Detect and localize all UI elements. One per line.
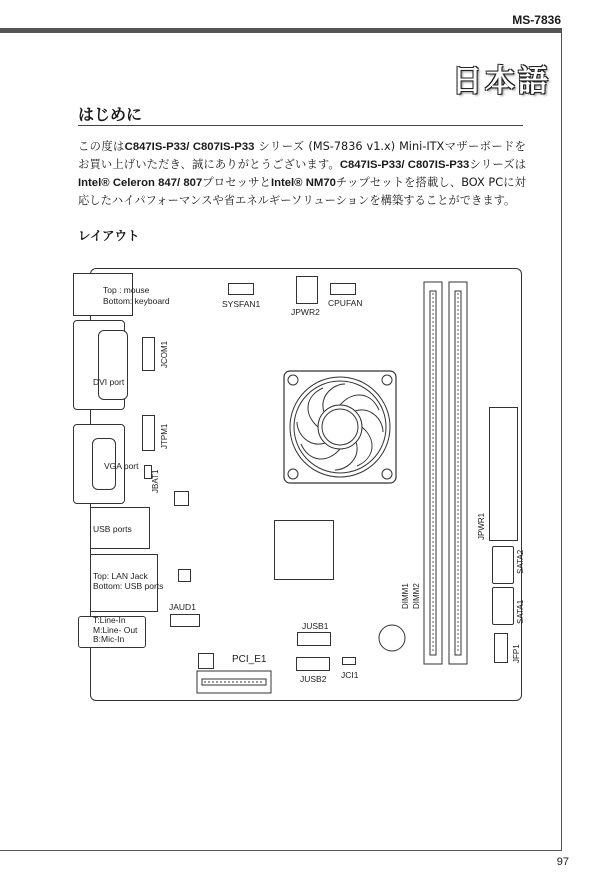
footer-rule: [0, 850, 562, 851]
jfp1-label: JFP1: [512, 644, 521, 663]
jbat1-label: JBAT1: [151, 469, 160, 493]
cmos-battery-icon: [377, 623, 407, 653]
intro-model-1: C847IS-P33/ C807IS-P33: [124, 141, 255, 153]
page-number: 97: [556, 856, 569, 868]
sata2-connector-icon: [492, 546, 514, 584]
intro-model-2: C847IS-P33/ C807IS-P33: [339, 159, 470, 171]
dimm1-label: DIMM1: [401, 583, 410, 609]
dvi-port-label: DVI port: [93, 377, 125, 387]
jcom1-label: JCOM1: [160, 340, 169, 368]
heading-underline: [78, 125, 523, 126]
dvi-connector-icon: [98, 330, 128, 400]
mouse-keyboard-label: Top : mouse Bottom: keyboard: [103, 285, 170, 306]
usb-ports-label: USB ports: [93, 524, 132, 534]
jaud1-header-icon: [170, 614, 200, 627]
jpwr2-label: JPWR2: [291, 307, 320, 317]
layout-heading: レイアウト: [78, 228, 140, 243]
jcom1-header-icon: [142, 337, 155, 371]
dimm-slots-icon: [423, 281, 471, 665]
sata1-connector-icon: [492, 587, 514, 625]
lan-usb-label: Top: LAN Jack Bottom: USB ports: [93, 571, 164, 591]
jtpm1-label: JTPM1: [160, 423, 169, 449]
audio-jack-label: T:Line-In M:Line- Out B:Mic-In: [93, 615, 138, 644]
cpufan-label: CPUFAN: [328, 298, 363, 308]
intro-paragraph: [78, 138, 526, 209]
small-chip-icon: [178, 569, 191, 582]
jusb2-header-icon: [296, 657, 330, 671]
intro-text-1: この度は: [78, 140, 125, 153]
chipset-icon: [274, 520, 334, 580]
small-chip-icon: [198, 653, 214, 669]
jpwr1-label: JPWR1: [477, 512, 486, 540]
jpwr1-connector-icon: [489, 407, 518, 541]
pci-e1-label: PCI_E1: [232, 654, 267, 665]
jpwr2-connector-icon: [296, 276, 318, 304]
model-number: MS-7836: [512, 13, 561, 27]
cpufan-header-icon: [330, 283, 356, 295]
dimm2-label: DIMM2: [412, 583, 421, 609]
jtpm1-header-icon: [142, 415, 155, 451]
language-title: 日本語: [452, 64, 551, 99]
pcie-slot-icon: [196, 670, 272, 694]
header-rule: [0, 28, 561, 33]
sysfan1-header-icon: [228, 283, 254, 295]
sysfan1-label: SYSFAN1: [222, 299, 261, 309]
cpu-fan-icon: [283, 370, 397, 484]
vga-port-label: VGA port: [104, 461, 139, 471]
small-chip-icon: [174, 491, 189, 506]
jusb1-header-icon: [297, 632, 331, 646]
jci1-label: JCI1: [341, 670, 359, 680]
jci1-jumper-icon: [342, 657, 356, 665]
intro-heading: はじめに: [78, 105, 143, 124]
intro-text-2: シリーズ (MS-7836 v1.x) Mini-ITXマザーボードをお買い上げいただき、誠にありがとうございます。: [78, 140, 526, 171]
intro-chipset: Intel® NM70: [270, 177, 336, 189]
right-margin-rule: [561, 28, 562, 850]
jfp1-header-icon: [494, 633, 508, 663]
jusb1-label: JUSB1: [302, 621, 329, 631]
jaud1-label: JAUD1: [169, 602, 196, 612]
jusb2-label: JUSB2: [300, 674, 327, 684]
sata1-label: SATA1: [516, 599, 525, 624]
intro-text-3: シリーズは: [469, 158, 526, 171]
intro-cpu: Intel® Celeron 847/ 807: [78, 177, 203, 189]
intro-text-4: プロセッサと: [202, 176, 271, 189]
sata2-label: SATA2: [516, 549, 525, 574]
intro-text-5: チップセットを搭載し、BOX PCに対応したハイパフォーマンスや省エネルギーソリューションを構築することができます。: [78, 176, 526, 207]
